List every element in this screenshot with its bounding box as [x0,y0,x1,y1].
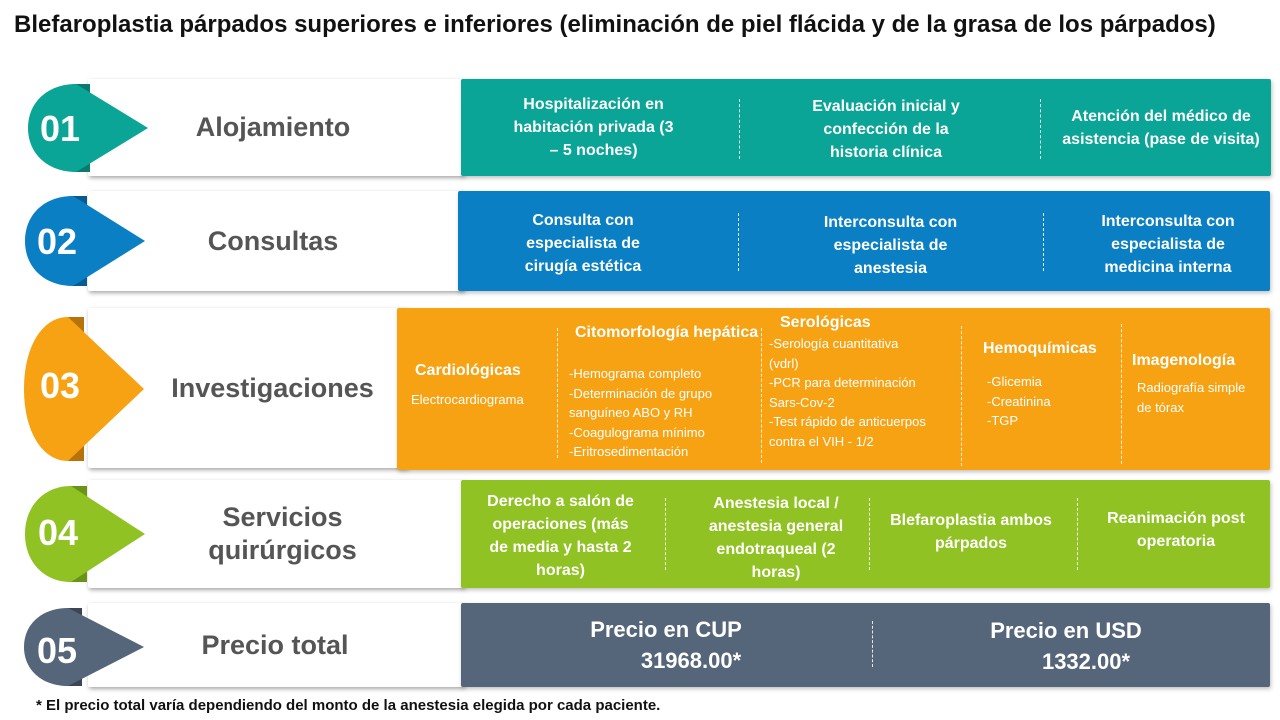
section-label-03: Investigaciones [171,372,374,403]
band-04 [461,480,1270,588]
alojamiento-item-3: Atención del médico de asistencia (pase de visita) [1062,107,1260,148]
group-line: de tórax [1137,399,1184,415]
separator [869,498,870,570]
price-cup-label: Precio en CUP [590,617,742,642]
separator [961,326,962,466]
group-line: (vdrl) [769,355,799,371]
investigacion-group-1 [411,360,561,410]
separator [665,498,666,570]
alojamiento-item-2: Evaluación inicial y confección de la historia clínica [812,98,960,161]
section-number-05: 05 [37,630,78,671]
separator [738,213,739,271]
investigacion-group-5 [1132,350,1267,417]
group-line: -Hemograma completo [569,366,702,381]
separator [557,328,558,458]
section-label-05: Precio total [201,629,349,660]
group-line: -Eritrosedimentación [569,444,689,459]
investigacion-group-3 [769,312,959,451]
group-line: -PCR para determinación [769,375,916,390]
servicio-item-4: Reanimación post operatoria [1107,510,1245,550]
servicio-item-3: Blefaroplastia ambos párpados [890,512,1052,552]
separator [1040,99,1041,159]
number-badge-03 [22,315,146,463]
section-label-04: Servicios quirúrgicos [208,502,357,565]
group-line: sanguíneo ABO y RH [569,405,693,420]
price-cup-value: 31968.00* [640,648,742,673]
footnote: * El precio total varía dependiendo del monto de la anestesia elegida por cada paciente. [36,697,661,714]
consultas-item-3: Interconsulta con especialista de medicina interna [1101,212,1235,276]
group-line: -TGP [987,413,1019,428]
page-title: Blefaroplastia párpados superiores e inferiores (eliminación de piel flácida y de la grasa de los párpados) [14,11,1216,38]
separator [1121,324,1122,464]
group-line: -Determinación de grupo [569,385,713,401]
price-usd-value: 1332.00* [1041,649,1131,674]
group-line: -Creatinina [987,393,1051,409]
group-line: -Coagulograma mínimo [569,424,705,440]
section-number-01: 01 [40,108,81,149]
group-line: -Serología cuantitativa [769,336,899,351]
band-02 [458,191,1270,291]
band-03 [397,308,1270,470]
separator [1077,498,1078,570]
servicio-item-2: Anestesia local / anestesia general endotraqueal (2 horas) [708,495,844,581]
group-line: contra el VIH - 1/2 [769,433,874,449]
group-heading: Imagenología [1132,352,1236,369]
group-heading: Citomorfología hepática [575,324,759,341]
group-line: Sars-Cov-2 [769,394,835,410]
group-heading: Cardiológicas [415,362,521,379]
number-badge-04 [23,484,147,584]
price-usd-label: Precio en USD [990,618,1142,643]
band-01 [461,79,1271,176]
section-number-04: 04 [38,512,79,553]
separator [1043,213,1044,271]
consultas-item-1: Consulta con especialista de cirugía estética [524,211,642,275]
price-cup [551,603,781,687]
number-badge-02 [23,194,147,288]
price-usd [951,603,1181,689]
consultas-item-2: Interconsulta con especialista de anestesia [823,213,958,277]
group-line: Radiografía simple [1137,380,1246,395]
servicio-item-1: Derecho a salón de operaciones (más de media y hasta 2 horas) [487,493,634,579]
alojamiento-item-1: Hospitalización en habitación privada (3 – 5 noches) [513,96,674,159]
number-badge-01 [26,82,150,174]
group-heading: Hemoquímicas [983,340,1097,357]
separator [739,99,740,159]
investigacion-group-4 [983,338,1123,431]
number-badge-05 [22,606,146,688]
investigacion-group-2 [569,322,769,462]
band-05 [461,603,1270,687]
section-label-01: Alojamiento [195,112,351,142]
separator [872,621,873,667]
section-number-03: 03 [40,365,81,406]
group-line: -Glicemia [987,374,1042,389]
group-line: -Test rápido de anticuerpos [769,414,926,429]
separator [761,328,762,463]
section-label-02: Consultas [207,225,339,256]
group-heading: Serológicas [780,314,871,331]
group-line: Electrocardiograma [411,392,524,407]
section-number-02: 02 [37,221,78,262]
